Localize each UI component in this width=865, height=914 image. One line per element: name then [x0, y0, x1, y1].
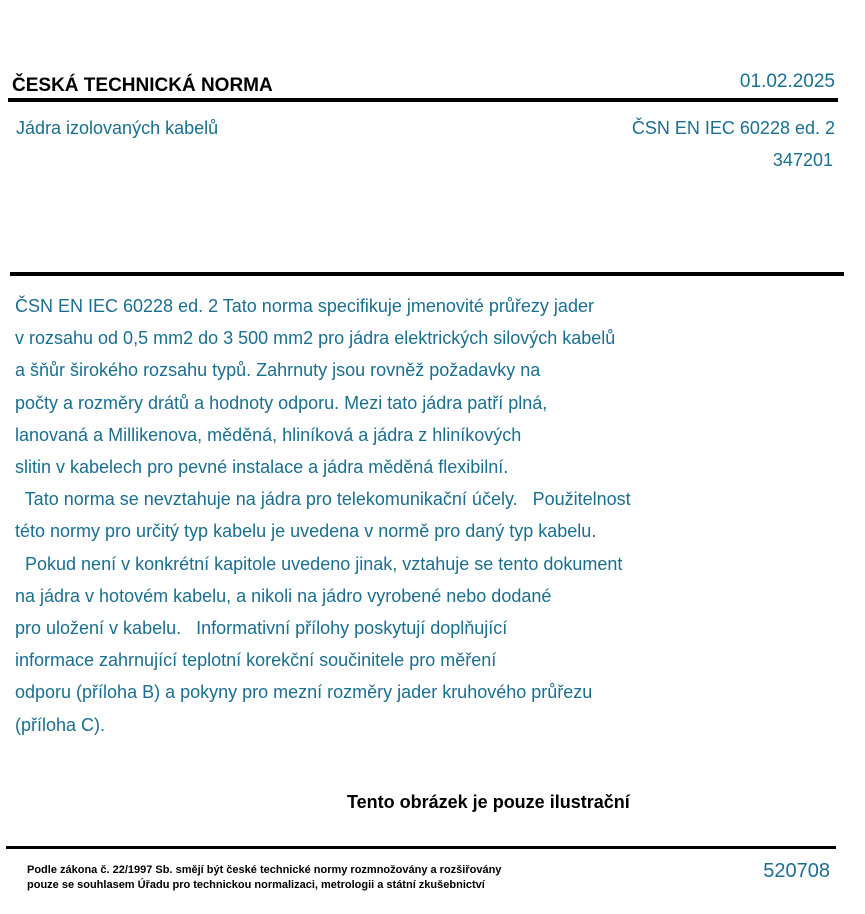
- description-line: pro uložení v kabelu. Informativní přílohy poskytují doplňující: [15, 618, 508, 639]
- description-line: odporu (příloha B) a pokyny pro mezní rozměry jader kruhového průřezu: [15, 682, 593, 703]
- footer-divider: [6, 846, 836, 849]
- standard-code: ČSN EN IEC 60228 ed. 2: [631, 118, 835, 138]
- illustration-disclaimer: Tento obrázek je pouze ilustrační: [347, 792, 630, 812]
- description-line: informace zahrnující teplotní korekční součinitele pro měření: [15, 650, 497, 671]
- standard-subject: Jádra izolovaných kabelů: [16, 118, 219, 138]
- catalog-number: 520708: [763, 860, 830, 882]
- document-title: ČESKÁ TECHNICKÁ NORMA: [12, 75, 273, 96]
- description-line: ČSN EN IEC 60228 ed. 2 Tato norma specifikuje jmenovité průřezy jader: [15, 296, 594, 316]
- publication-date: 01.02.2025: [739, 71, 835, 92]
- description-line: Tato norma se nevztahuje na jádra pro telekomunikační účely. Použitelnost: [15, 489, 631, 510]
- description-line: Pokud není v konkrétní kapitole uvedeno jinak, vztahuje se tento dokument: [15, 553, 623, 574]
- description-line: v rozsahu od 0,5 mm2 do 3 500 mm2 pro jádra elektrických silových kabelů: [15, 328, 616, 349]
- description-line: na jádra v hotovém kabelu, a nikoli na jádro vyrobené nebo dodané: [15, 585, 552, 606]
- header-divider: [8, 98, 838, 102]
- copyright-notice: [27, 863, 501, 893]
- copyright-line: Podle zákona č. 22/1997 Sb. smějí být české technické normy rozmnožovány a rozšiřovány: [27, 864, 502, 876]
- description-line: (příloha C).: [15, 714, 106, 735]
- body-divider: [10, 272, 844, 276]
- description-line: a šňůr širokého rozsahu typů. Zahrnuty jsou rovněž požadavky na: [15, 360, 541, 381]
- description-line: lanovaná a Millikenova, měděná, hliníková a jádra z hliníkových: [15, 424, 522, 445]
- description-line: této normy pro určitý typ kabelu je uvedena v normě pro daný typ kabelu.: [15, 521, 597, 542]
- copyright-line: pouze se souhlasem Úřadu pro technickou normalizaci, metrologii a státní zkušebnictví: [27, 879, 485, 891]
- standard-description: [15, 290, 815, 741]
- description-line: slitin v kabelech pro pevné instalace a jádra měděná flexibilní.: [15, 457, 509, 478]
- classification-number: 347201: [772, 150, 833, 170]
- description-line: počty a rozměry drátů a hodnoty odporu. Mezi tato jádra patří plná,: [15, 392, 548, 413]
